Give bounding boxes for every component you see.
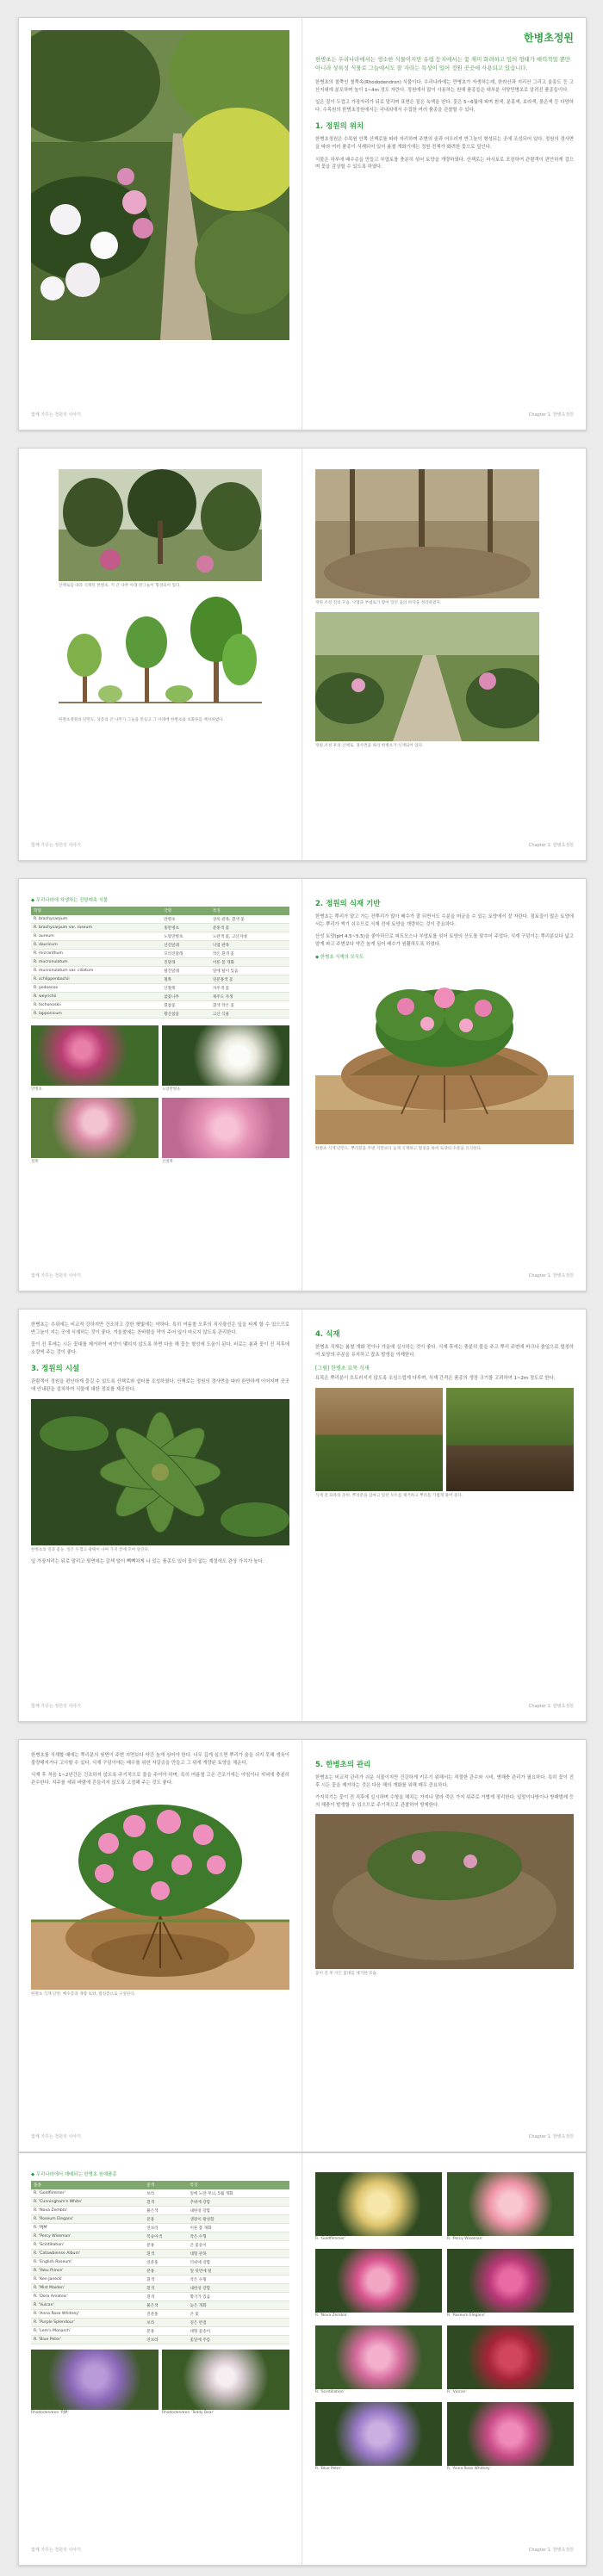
body-paragraph: 한병초 식재는 봄철 개화 전이나 가을에 실시하는 것이 좋다. 식재 후에는 충분히 물을 주고 뿌리 주변에 바크나 솔잎으로 멀칭하여 토양의 수분을 유지하고 잡초 발생을 억제한다. <box>315 1345 574 1358</box>
illustration-caption: 한병초정원의 단면도. 상층의 큰 나무가 그늘을 만들고 그 아래에 한병초와 초화류를 배치하였다. <box>59 717 225 722</box>
photo-cell <box>31 1098 159 1167</box>
photo-cell <box>447 2249 574 2320</box>
footer-left: 함께 가꾸는 정원의 이야기 <box>31 2548 81 2553</box>
body-paragraph: 가지치기는 꽃이 진 직후에 실시하며 수형을 해치는 가지나 말라 죽은 가지 위주로 가볍게 정리한다. 잎말이나방이나 방패벌레 등의 해충이 발생할 수 있으므로 주기적으로 관찰하여 방제한다. <box>315 1795 574 1808</box>
table-cell: 흰색 <box>144 2293 187 2301</box>
table-cell: 흰색 작은 꽃 <box>210 1001 289 1010</box>
body-paragraph: 한병초는 비교적 관리가 쉬운 식물이지만 건강하게 키우기 위해서는 적절한 관수와 시비, 병해충 관리가 필요하다. 특히 꽃이 진 후 시든 꽃을 제거하는 것은 다음 해의 개화를 위해 매우 중요하다. <box>315 1775 574 1788</box>
table-cell: R. 'Yaku Prince' <box>31 2267 144 2276</box>
section-heading: 5. 한병초의 관리 <box>315 1761 371 1769</box>
table-cell: 진분홍 <box>144 2310 187 2319</box>
table-header: 꽃색 <box>144 2181 187 2189</box>
cultivar-photo <box>447 2249 574 2313</box>
footer-right: Chapter 1. 한병초정원 <box>528 843 574 848</box>
figure-caption: 한병초 식재 단면. 배수층과 개량 토양, 멀칭층으로 구성된다. <box>31 1992 136 1997</box>
footer-left: 함께 가꾸는 정원의 이야기 <box>31 1273 81 1279</box>
table-cell: 분홍 <box>144 2241 187 2250</box>
cultivar-photo-pair <box>31 2350 289 2418</box>
planting-photo-pair <box>315 1388 574 1491</box>
body-paragraph: 한병초정원은 수목원 안쪽 산책로를 따라 자리하며 주변의 숲과 어우러져 반그늘이 형성되는 곳에 조성되어 있다. 정원의 경사면을 따라 여러 품종이 식재되어 있어 봄철 개화기에는 정원 전체가 화려한 꽃으로 덮인다. <box>315 137 574 150</box>
body-paragraph: 잎은 질이 두껍고 가장자리가 뒤로 말리며 표면은 짙은 녹색을 띤다. 꽃은 5~6월에 피며 흰색, 분홍색, 보라색, 붉은색 등 다양하다. 수목원의 한병초정원에서는 국내외에서 수집한 여러 품종을 관찰할 수 있다. <box>315 100 574 113</box>
species-photo <box>162 1025 289 1086</box>
table-cell: R. 'PJM' <box>31 2224 144 2232</box>
photo-caption: 산책로를 따라 식재된 한병초. 키 큰 나무 아래 반그늘이 형성되어 있다. <box>59 584 181 588</box>
table-cell: R. tschonoskii <box>31 1001 161 1010</box>
table-row <box>31 967 289 975</box>
page-left <box>31 30 289 418</box>
cultivar-photo <box>447 2325 574 2389</box>
table-row <box>31 950 289 958</box>
table-cell: R. schlippenbachii <box>31 975 161 984</box>
page-right <box>315 1322 574 1709</box>
table-row <box>31 2250 289 2258</box>
photo-cell <box>31 1025 159 1094</box>
body-paragraph: 한병초는 뿌리가 얕고 가는 잔뿌리가 많아 배수가 잘 되면서도 수분을 머금을 수 있는 토양에서 잘 자란다. 점토질이 많은 토양에서는 뿌리가 썩기 쉬우므로 식재 전에 토양을 개량하는 것이 중요하다. <box>315 914 574 927</box>
body-paragraph: 꽃이 진 후에는 시든 꽃대를 제거하여 씨앗이 맺히지 않도록 하면 다음 해 꽃눈 형성에 도움이 된다. 비료는 봄과 꽃이 진 직후에 소량씩 주는 것이 좋다. <box>31 1342 289 1355</box>
cultivar-photo <box>315 2249 442 2313</box>
planting-diagram <box>315 963 574 1144</box>
table-cell: 철쭉 <box>161 975 210 984</box>
table-row <box>31 915 289 924</box>
cultivar-photo-label: R. 'Scintillation' <box>315 2390 345 2394</box>
table-cell: R. mucronulatum var. ciliatum <box>31 967 161 975</box>
photo-cell <box>162 2350 289 2418</box>
table-cell: 연분홍색 꽃 <box>210 975 289 984</box>
table-cell: 대형 꽃송이 <box>187 2327 289 2336</box>
table-row <box>31 2267 289 2276</box>
page-right <box>315 1752 574 2139</box>
table-cell: 털진달래 <box>161 967 210 975</box>
cultivar-photo <box>447 2172 574 2236</box>
table-cell: R. 'Percy Wiseman' <box>31 2232 144 2241</box>
table-cell: 큰 꽃송이 <box>187 2241 289 2250</box>
table-cell: 만병초 <box>161 915 210 924</box>
table-cell: 연보라 <box>144 2224 187 2232</box>
footer-left: 함께 가꾸는 정원의 이야기 <box>31 1704 81 1709</box>
table-cell: R. weyrichii <box>31 993 161 1001</box>
section-heading: 3. 정원의 시설 <box>31 1365 80 1374</box>
table-cell: R. aureum <box>31 932 161 941</box>
table-cell: R. 'Anna Rose Whitney' <box>31 2310 144 2319</box>
table-cell: 흰색 <box>144 2276 187 2284</box>
table-cell: R. 'Vulcan' <box>31 2301 144 2310</box>
table-row <box>31 2215 289 2224</box>
table-row <box>31 2301 289 2310</box>
cultivar-photo-label: R. 'Blue Peter' <box>315 2467 342 2471</box>
table-row <box>31 1010 289 1019</box>
forest-photo <box>59 469 262 581</box>
body-paragraph: 식재 후 처음 1~2년간은 건조하지 않도록 주기적으로 물을 주어야 하며, 특히 여름철 고온 건조기에는 아침이나 저녁에 충분히 관수한다. 지주를 세워 바람에 흔들리지 않도록 고정해 주는 것도 좋다. <box>31 1773 289 1786</box>
table-header: 품종 <box>31 2181 144 2189</box>
table-row <box>31 941 289 950</box>
table-cell: R. 'Mist Maiden' <box>31 2284 144 2293</box>
table-row <box>31 2310 289 2319</box>
table-cell: R. 'Lem's Monarch' <box>31 2327 144 2336</box>
table-row <box>31 2224 289 2232</box>
leaf-closeup-photo <box>31 1399 289 1545</box>
species-photo-label: 산철쭉 <box>162 1160 173 1164</box>
before-photo <box>315 469 539 598</box>
table-cell: 꼬리진달래 <box>161 950 210 958</box>
table-row <box>31 2198 289 2207</box>
species-photo <box>31 1025 159 1086</box>
photo-cell <box>315 2172 442 2244</box>
photo-cell <box>447 2402 574 2474</box>
table-cell: 노랑만병초 <box>161 932 210 941</box>
table-row <box>31 2284 289 2293</box>
table-row <box>31 924 289 932</box>
table-cell: R. 'Scintillation' <box>31 2241 144 2250</box>
photo-caption: 꽃이 진 후 시든 꽃대를 제거한 모습. <box>315 1972 378 1977</box>
page-right <box>315 891 574 1279</box>
table-cell: 진달래 <box>161 958 210 967</box>
table-cell: R. dauricum <box>31 941 161 950</box>
section-illustration <box>59 595 262 715</box>
footer-right: Chapter 1. 한병초정원 <box>528 412 574 418</box>
table-cell: 낙엽 관목 <box>210 941 289 950</box>
table-cell: R. 'Nova Zembla' <box>31 2207 144 2215</box>
table-cell: 참꽃나무 <box>161 993 210 1001</box>
table-cell: R. lapponicum <box>31 1010 161 1019</box>
body-paragraph: 묘목은 뿌리분이 흐트러지지 않도록 조심스럽게 다루며, 식재 간격은 품종의 생장 크기를 고려하여 1~2m 정도로 한다. <box>315 1376 556 1382</box>
table-row <box>31 1001 289 1010</box>
table-cell: R. yedoense <box>31 984 161 993</box>
table-cell: 잎에 노란 무늬, 5월 개화 <box>187 2189 289 2198</box>
table-cell: 흰색 <box>144 2250 187 2258</box>
table-cell: 분홍 <box>144 2267 187 2276</box>
footer-left: 함께 가꾸는 정원의 이야기 <box>31 412 81 418</box>
spread-5 <box>18 1739 587 2152</box>
page-left <box>31 461 289 848</box>
table-row <box>31 2293 289 2301</box>
cultivar-photo-label: R. 'Goldflimmer' <box>315 2237 346 2241</box>
table-title: ◆ 우리나라에 자생하는 진달래속 식물 <box>31 898 109 903</box>
table-cell: 더위에 강함 <box>187 2258 289 2267</box>
table-cell: R. brachycarpum <box>31 915 161 924</box>
section-heading: 1. 정원의 위치 <box>315 122 364 132</box>
table-header: 특징 <box>187 2181 289 2189</box>
table-cell: 내한성 강함 <box>187 2207 289 2215</box>
page-right <box>315 461 574 848</box>
photo-caption: 정원 조성 전의 모습. 낙엽과 부엽토가 쌓여 있던 숲의 바닥을 정리하였다. <box>315 601 442 605</box>
table-cell: 노란색 꽃, 고산지대 <box>210 932 289 941</box>
photo-cell <box>162 1098 289 1167</box>
cultivar-photo <box>162 2350 289 2410</box>
table-cell: 큰 꽃 <box>187 2310 289 2319</box>
sub-heading: [그림] 한병초 묘목 식재 <box>315 1365 370 1372</box>
pruning-photo <box>315 1814 574 1969</box>
table-cell: 보라 <box>144 2189 187 2198</box>
cultivar-photo-label: R. 'Percy Wiseman' <box>447 2237 483 2241</box>
table-cell: 산진달래 <box>161 941 210 950</box>
table-cell: 늦은 개화 <box>187 2301 289 2310</box>
table-cell: R. 'English Roseum' <box>31 2258 144 2267</box>
table-cell: 분홍 <box>144 2215 187 2224</box>
photo-caption: 식재 전 묘목의 준비. 뿌리분을 감싸고 있던 포트를 제거하고 뿌리를 가볍게 풀어 준다. <box>315 1493 463 1498</box>
figure-caption: 한병초 식재 단면도. 뿌리분을 주변 지면보다 높게 식재하고 멀칭을 하여 토양의 수분을 유지한다. <box>315 1147 482 1152</box>
species-photo-grid <box>31 1025 289 1167</box>
table-cell: 흰색 <box>144 2198 187 2207</box>
table-cell: 붉은색 <box>144 2207 187 2215</box>
table-cell: 잎에 털이 있음 <box>210 967 289 975</box>
table-cell: 분홍 <box>144 2327 187 2336</box>
species-photo-label: 만병초 <box>31 1087 42 1092</box>
cultivar-photo-label: R. 'Vulcan' <box>447 2390 467 2394</box>
footer-right: Chapter 1. 한병초정원 <box>528 1273 574 1279</box>
table-row <box>31 2319 289 2327</box>
table-cell: 이른 봄 개화 <box>187 2224 289 2232</box>
table-row <box>31 2336 289 2344</box>
native-species-table <box>31 907 289 1019</box>
spread-1 <box>18 17 587 430</box>
table-cell: 보라 <box>144 2319 187 2327</box>
table-cell: 붉은색 <box>144 2301 187 2310</box>
species-photo-label: 철쭉 <box>31 1160 39 1164</box>
seedling-photo <box>315 1388 443 1491</box>
body-paragraph: 한병초를 식재할 때에는 뿌리분의 윗면이 주변 지면보다 약간 높게 심어야 한다. 너무 깊게 심으면 뿌리가 숨을 쉬지 못해 생육이 불량해지거나 고사할 수 있다. 식재 구덩이에는 배수를 위한 자갈층을 만들고 그 위에 개량된 토양을 채운다. <box>31 1753 289 1766</box>
table-cell: 작은 수형 <box>187 2276 289 2284</box>
species-photo <box>31 1098 159 1158</box>
cultivar-photo <box>315 2325 442 2389</box>
table-cell: 대형 관목 <box>187 2250 289 2258</box>
table-cell: 꽃잎에 주름 <box>187 2336 289 2344</box>
section-heading: 2. 정원의 식재 기반 <box>315 900 381 908</box>
table-row <box>31 984 289 993</box>
table-cell: R. 'Dora Amateis' <box>31 2293 144 2301</box>
page-right <box>315 30 574 418</box>
table-cell: 산철쭉 <box>161 984 210 993</box>
body-paragraph: 관람객이 정원을 편안하게 즐길 수 있도록 산책로와 쉼터를 조성하였다. 산책로는 정원의 경사면을 따라 완만하게 이어지며 곳곳에 안내판을 설치하여 식물에 대한 정보를 제공한다. <box>31 1379 289 1392</box>
body-paragraph: 산성 토양(pH 4.5~5.5)을 좋아하므로 피트모스나 부엽토를 섞어 토양의 산도를 맞추어 주었다. 식재 구덩이는 뿌리분보다 넓고 얕게 파고 주변보다 약간 높게 심어 배수가 원활하도록 하였다. <box>315 934 574 947</box>
table-cell: 홍만병초 <box>161 924 210 932</box>
cultivar-photo <box>447 2402 574 2466</box>
table-cell: 향기가 있음 <box>187 2293 289 2301</box>
table-cell: R. 'Blue Peter' <box>31 2336 144 2344</box>
table-cell: 연분홍 <box>144 2258 187 2267</box>
photo-cell <box>315 2249 442 2320</box>
figure-title: ◆ 한병초 식재의 모식도 <box>315 955 364 961</box>
photo-cell <box>315 2402 442 2474</box>
lead-paragraph: 한병초는 우리나라에서는 생소한 식물이지만 유럽 등지에서는 꽃 재미 화려하고 잎의 형태가 매력적일 뿐만 아니라 상록성 식물로 그늘에서도 잘 자라는 특성이 있어 정원 곳곳에 사용되고 있습니다. <box>315 56 571 71</box>
photo-caption: 정원 조성 후의 산책로. 경사면을 따라 한병초가 식재되어 있다. <box>315 743 424 748</box>
table-cell: 작은 흰색 꽃 <box>210 950 289 958</box>
body-paragraph: 한병초의 철쭉인 철쭉속(Rhododendron) 식물이다. 우리나라에는 만병초가 자생하는데, 한라산과 지리산 그리고 울릉도 등 고산지대에 분포하며 높이 1~4m 정도 자란다. 정원에서 많이 사용하는 원예 품종들은 대부분 서양만병초로 알려진 품종들이다. <box>315 80 574 93</box>
table-cell: R. 'Goldflimmer' <box>31 2189 144 2198</box>
table-cell: 분홍색 꽃 <box>210 924 289 932</box>
cultivar-photo-label: R. 'Anna Rose Whitney' <box>447 2467 491 2471</box>
table-cell: R. 'Catawbiense Album' <box>31 2250 144 2258</box>
photo-cell <box>162 1025 289 1094</box>
photo-caption: 한병초의 잎과 꽃눈. 잎은 두껍고 광택이 나며 가지 끝에 모여 달린다. <box>31 1547 150 1552</box>
garden-path-photo <box>31 30 289 340</box>
table-cell: 황산참꽃 <box>161 1010 210 1019</box>
cultivar-table <box>31 2181 289 2344</box>
table-row <box>31 932 289 941</box>
table-cell: 자주색 꽃 <box>210 984 289 993</box>
cultivar-photo <box>315 2172 442 2236</box>
table-cell: R. 'Ken Janeck' <box>31 2276 144 2284</box>
table-cell: 제주도 자생 <box>210 993 289 1001</box>
table-cell: R. 'Cunningham's White' <box>31 2198 144 2207</box>
table-header: 국명 <box>161 907 210 915</box>
spread-6 <box>18 2152 587 2566</box>
photo-cell <box>31 2350 159 2418</box>
table-row <box>31 2189 289 2198</box>
cultivar-photo-label: R. 'Roseum Elegans' <box>447 2313 486 2318</box>
table-cell: 흰참꽃 <box>161 1001 210 1010</box>
table-header: 학명 <box>31 907 161 915</box>
table-row <box>31 2241 289 2250</box>
cultivar-photo-label: R. 'Nova Zembla' <box>315 2313 348 2318</box>
table-row <box>31 2207 289 2215</box>
pot-photo <box>446 1388 574 1491</box>
table-cell: 추위에 강함 <box>187 2198 289 2207</box>
photo-cell <box>447 2325 574 2397</box>
footer-left: 함께 가꾸는 정원의 이야기 <box>31 843 81 848</box>
table-header: 특징 <box>210 907 289 915</box>
cultivar-photo-label: Rhododendron 'PJM' <box>31 2411 69 2415</box>
cultivar-photo <box>315 2402 442 2466</box>
body-paragraph: 잎 가장자리는 뒤로 말리고 뒷면에는 갈색 털이 빽빽하게 나 있는 품종도 있어 꽃이 없는 계절에도 관상 가치가 높다. <box>31 1559 264 1565</box>
table-row <box>31 975 289 984</box>
species-photo <box>162 1098 289 1158</box>
footer-left: 함께 가꾸는 정원의 이야기 <box>31 2134 81 2139</box>
cultivar-photo-label: Rhododendron 'Teddy Bear' <box>162 2411 214 2415</box>
page-left <box>31 891 289 1279</box>
table-cell: 이른 봄 개화 <box>210 958 289 967</box>
after-photo <box>315 612 539 741</box>
table-cell: 짙은 반점 <box>187 2319 289 2327</box>
table-cell: 내한성 강함 <box>187 2284 289 2293</box>
table-row <box>31 2327 289 2336</box>
table-cell: R. brachycarpum var. roseum <box>31 924 161 932</box>
table-cell: 작은 수형 <box>187 2232 289 2241</box>
table-row <box>31 958 289 967</box>
table-title: ◆ 우리나라에서 재배되는 한병초 원예품종 <box>31 2172 117 2177</box>
page-left <box>31 1752 289 2139</box>
spread-2 <box>18 448 587 861</box>
table-cell: 상록 관목, 흰색 꽃 <box>210 915 289 924</box>
table-cell: R. 'Purple Splendour' <box>31 2319 144 2327</box>
cultivar-photo <box>31 2350 159 2410</box>
table-row <box>31 2258 289 2267</box>
section-heading: 4. 식재 <box>315 1330 340 1339</box>
page-left <box>31 2165 289 2553</box>
species-photo-label: 노랑만병초 <box>162 1087 181 1092</box>
planting-section-illustration <box>31 1792 289 1990</box>
page-left <box>31 1322 289 1709</box>
table-cell: R. 'Roseum Elegans' <box>31 2215 144 2224</box>
cultivar-photo-grid <box>315 2172 574 2474</box>
table-row <box>31 2276 289 2284</box>
table-row <box>31 2232 289 2241</box>
body-paragraph: 한병초는 추위에는 비교적 강하지만 건조하고 강한 햇빛에는 약하다. 특히 여름철 오후의 직사광선은 잎을 타게 할 수 있으므로 반그늘이 지는 곳에 식재하는 것이 좋다. 겨울철에는 찬바람을 막아 주어 잎이 마르지 않도록 관리한다. <box>31 1322 289 1335</box>
table-cell: R. mucronulatum <box>31 958 161 967</box>
spread-4 <box>18 1309 587 1722</box>
page-title: 한병초정원 <box>524 32 574 44</box>
spread-3 <box>18 878 587 1291</box>
table-cell: 연보라 <box>144 2336 187 2344</box>
table-row <box>31 993 289 1001</box>
table-cell: 복숭아색 <box>144 2232 187 2241</box>
table-cell: 고산 식물 <box>210 1010 289 1019</box>
table-cell: 흰색 <box>144 2284 187 2293</box>
photo-cell <box>315 2325 442 2397</box>
page-right <box>315 2165 574 2553</box>
footer-right: Chapter 1. 한병초정원 <box>528 2548 574 2553</box>
table-cell: 잎 뒷면에 털 <box>187 2267 289 2276</box>
table-cell: R. micranthum <box>31 950 161 958</box>
footer-right: Chapter 1. 한병초정원 <box>528 1704 574 1709</box>
footer-right: Chapter 1. 한병초정원 <box>528 2134 574 2139</box>
photo-cell <box>447 2172 574 2244</box>
table-cell: 생장이 왕성함 <box>187 2215 289 2224</box>
body-paragraph: 식물은 하부에 배수층을 만들고 부엽토를 충분히 섞어 토양을 개량하였다. 산책로는 마사토로 포장하여 관람객이 편안하게 걸으며 꽃을 감상할 수 있도록 하였다. <box>315 157 574 170</box>
